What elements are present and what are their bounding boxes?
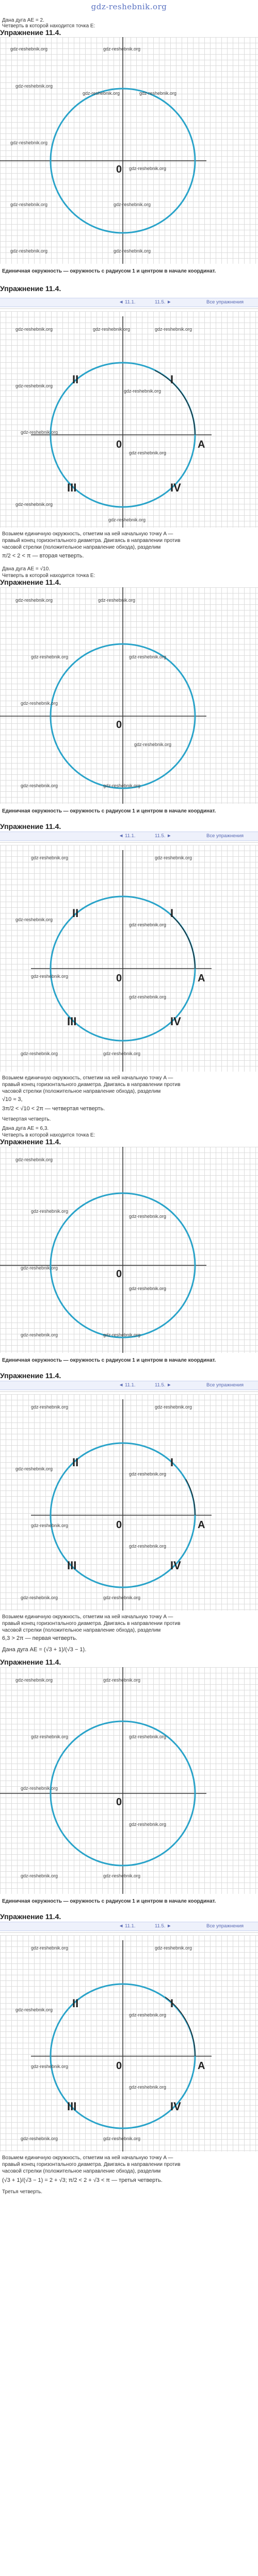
- origin-label: 0: [116, 1519, 122, 1531]
- watermark: gdz-reshebnik.org: [31, 1404, 69, 1410]
- origin-label: 0: [116, 2060, 122, 2072]
- exercise-title: Упражнение 11.4.: [0, 28, 61, 37]
- watermark: gdz-reshebnik.org: [129, 450, 167, 455]
- watermark: gdz-reshebnik.org: [15, 83, 53, 89]
- answer-line: 3π/2 < √10 < 2π — четвертая четверть.: [2, 1106, 105, 1112]
- point-a-label: A: [198, 439, 205, 450]
- origin-label: 0: [116, 1268, 122, 1280]
- watermark: gdz-reshebnik.org: [129, 166, 167, 171]
- exercise-title: Упражнение 11.4.: [0, 1658, 61, 1666]
- watermark: gdz-reshebnik.org: [10, 202, 48, 207]
- origin-label: 0: [116, 164, 122, 175]
- quadrant-label-iv: IV: [170, 2100, 181, 2113]
- watermark: gdz-reshebnik.org: [129, 1286, 167, 1291]
- problem-text: Дана дуга AE = 2.: [2, 18, 44, 23]
- quadrant-label-iii: III: [67, 481, 77, 494]
- quadrant-label-i: I: [170, 1456, 174, 1469]
- separator: [0, 308, 258, 309]
- watermark: gdz-reshebnik.org: [31, 974, 69, 979]
- unit-circle-figure: [0, 1394, 258, 1611]
- watermark: gdz-reshebnik.org: [21, 1595, 58, 1600]
- watermark: gdz-reshebnik.org: [129, 1471, 167, 1477]
- watermark: gdz-reshebnik.org: [108, 517, 146, 522]
- prev-link[interactable]: ◄ 11.1.: [119, 833, 136, 839]
- unit-circle-figure: [0, 1147, 258, 1353]
- answer-text: Третья четверть.: [2, 2189, 43, 2195]
- solution-text: правый конец горизонтального диаметра. Двигаясь в направлении против: [2, 538, 181, 544]
- separator: [0, 1932, 258, 1933]
- origin-label: 0: [116, 973, 122, 984]
- watermark: gdz-reshebnik.org: [21, 1265, 58, 1270]
- watermark: gdz-reshebnik.org: [15, 1157, 53, 1162]
- solution-text: часовой стрелки (положительное направление обхода), разделим: [2, 1089, 161, 1094]
- watermark: gdz-reshebnik.org: [31, 654, 69, 659]
- definition-text: [2, 808, 216, 815]
- quadrant-label-iii: III: [67, 2100, 77, 2113]
- unit-circle-svg: [0, 1667, 258, 1894]
- watermark: gdz-reshebnik.org: [103, 1595, 141, 1600]
- watermark: gdz-reshebnik.org: [15, 383, 53, 388]
- quadrant-label-i: I: [170, 373, 174, 386]
- watermark: gdz-reshebnik.org: [10, 140, 48, 145]
- watermark: gdz-reshebnik.org: [15, 327, 53, 332]
- watermark: gdz-reshebnik.org: [21, 1051, 58, 1056]
- solution-text: Возьмем единичную окружность, отметим на ней начальную точку A —: [2, 531, 173, 537]
- exercise-title: Упражнение 11.4.: [0, 1371, 61, 1380]
- exercise-nav: [0, 832, 258, 841]
- quadrant-label-ii: II: [72, 373, 79, 386]
- problem-text: Четверть в которой находится точка E:: [2, 1132, 95, 1138]
- unit-circle-svg: [0, 37, 258, 264]
- unit-circle-svg: [0, 311, 258, 528]
- unit-circle-svg: [0, 1147, 258, 1353]
- watermark: gdz-reshebnik.org: [21, 1786, 58, 1791]
- all-exercises-link[interactable]: Все упражнения: [206, 299, 244, 305]
- problem-text: Четверть в которой находится точка E:: [2, 23, 95, 29]
- exercise-nav: [0, 298, 258, 307]
- watermark: gdz-reshebnik.org: [15, 1677, 53, 1683]
- quadrant-label-iii: III: [67, 1015, 77, 1028]
- origin-label: 0: [116, 719, 122, 731]
- solution-text: Возьмем единичную окружность, отметим на ней начальную точку A —: [2, 2155, 173, 2161]
- watermark: gdz-reshebnik.org: [114, 202, 151, 207]
- watermark: gdz-reshebnik.org: [21, 701, 58, 706]
- unit-circle-svg: [0, 587, 258, 804]
- quadrant-label-iv: IV: [170, 1015, 181, 1028]
- separator: [0, 1391, 258, 1392]
- watermark: gdz-reshebnik.org: [15, 1466, 53, 1471]
- watermark: gdz-reshebnik.org: [139, 91, 177, 96]
- definition-text: [2, 1357, 216, 1364]
- solution-text: часовой стрелки (положительное направление обхода), разделим: [2, 545, 161, 550]
- definition-text: [2, 1898, 216, 1905]
- quadrant-label-iv: IV: [170, 1559, 181, 1572]
- definition-text: [2, 268, 216, 275]
- watermark: gdz-reshebnik.org: [15, 917, 53, 922]
- definition-line: Единичная окружность — окружность с радиусом 1 и центром в начале координат.: [2, 1899, 216, 1904]
- watermark: gdz-reshebnik.org: [134, 742, 172, 747]
- watermark: gdz-reshebnik.org: [15, 2007, 53, 2012]
- watermark: gdz-reshebnik.org: [155, 327, 192, 332]
- watermark: gdz-reshebnik.org: [103, 1051, 141, 1056]
- unit-circle-svg: [0, 1935, 258, 2151]
- watermark: gdz-reshebnik.org: [31, 1734, 69, 1739]
- definition-line: Единичная окружность — окружность с радиусом 1 и центром в начале координат.: [2, 268, 216, 274]
- quadrant-label-iii: III: [67, 1559, 77, 1572]
- next-link[interactable]: 11.5. ►: [155, 1382, 172, 1388]
- origin-label: 0: [116, 1797, 122, 1808]
- watermark: gdz-reshebnik.org: [155, 1404, 192, 1410]
- answer-line: 6,3 > 2π — первая четверть.: [2, 1635, 77, 1641]
- watermark: gdz-reshebnik.org: [21, 1332, 58, 1337]
- solution-text: часовой стрелки (положительное направление обхода), разделим: [2, 2168, 161, 2174]
- exercise-nav: [0, 1381, 258, 1390]
- watermark: gdz-reshebnik.org: [31, 1523, 69, 1528]
- point-a-label: A: [198, 1519, 205, 1531]
- answer-text: Четвертая четверть.: [2, 1116, 51, 1122]
- exercise-title: Упражнение 11.4.: [0, 578, 61, 586]
- point-a-label: A: [198, 2060, 205, 2072]
- unit-circle-figure: [0, 587, 258, 804]
- all-exercises-link[interactable]: Все упражнения: [206, 1923, 244, 1929]
- problem-text: Дана дуга AE = (√3 + 1)/(√3 − 1).: [2, 1647, 87, 1653]
- problem-text: Дана дуга AE = 6,3.: [2, 1126, 49, 1131]
- prev-link[interactable]: ◄ 11.1.: [119, 1382, 136, 1388]
- problem-text: Дана дуга AE = √10.: [2, 566, 50, 572]
- answer-line: √10 ≈ 3,: [2, 1096, 23, 1103]
- unit-circle-svg: [0, 1394, 258, 1611]
- watermark: gdz-reshebnik.org: [129, 1544, 167, 1549]
- watermark: gdz-reshebnik.org: [21, 1873, 58, 1878]
- all-exercises-link[interactable]: Все упражнения: [206, 1382, 244, 1388]
- watermark: gdz-reshebnik.org: [21, 783, 58, 788]
- origin-label: 0: [116, 439, 122, 450]
- unit-circle-figure: [0, 311, 258, 528]
- watermark: gdz-reshebnik.org: [31, 2064, 69, 2069]
- watermark: gdz-reshebnik.org: [31, 855, 69, 860]
- watermark: gdz-reshebnik.org: [129, 1734, 167, 1739]
- next-link[interactable]: 11.5. ►: [155, 1923, 172, 1929]
- solution-text: часовой стрелки (положительное направление обхода), разделим: [2, 1628, 161, 1633]
- prev-link[interactable]: ◄ 11.1.: [119, 1923, 136, 1929]
- quadrant-label-iv: IV: [170, 481, 181, 494]
- watermark: gdz-reshebnik.org: [129, 2084, 167, 2090]
- watermark: gdz-reshebnik.org: [129, 922, 167, 927]
- answer-line: (√3 + 1)/(√3 − 1) = 2 + √3; π/2 < 2 + √3 < π — третья четверть.: [2, 2177, 163, 2183]
- watermark: gdz-reshebnik.org: [155, 855, 192, 860]
- next-link[interactable]: 11.5. ►: [155, 299, 172, 305]
- watermark: gdz-reshebnik.org: [129, 1214, 167, 1219]
- watermark: gdz-reshebnik.org: [129, 1822, 167, 1827]
- unit-circle-figure: [0, 1935, 258, 2151]
- unit-circle-figure: [0, 37, 258, 264]
- watermark: gdz-reshebnik.org: [31, 1945, 69, 1951]
- watermark: gdz-reshebnik.org: [10, 46, 48, 52]
- watermark: gdz-reshebnik.org: [103, 783, 141, 788]
- answer-line: π/2 < 2 < π — вторая четверть.: [2, 553, 84, 559]
- watermark: gdz-reshebnik.org: [129, 654, 167, 659]
- watermark: gdz-reshebnik.org: [103, 46, 141, 52]
- watermark: gdz-reshebnik.org: [103, 1873, 141, 1878]
- watermark: gdz-reshebnik.org: [31, 1209, 69, 1214]
- quadrant-label-ii: II: [72, 907, 79, 920]
- watermark: gdz-reshebnik.org: [129, 994, 167, 999]
- watermark: gdz-reshebnik.org: [103, 1332, 141, 1337]
- watermark: gdz-reshebnik.org: [98, 598, 136, 603]
- exercise-title: Упражнение 11.4.: [0, 284, 61, 293]
- exercise-nav: [0, 1922, 258, 1931]
- watermark: gdz-reshebnik.org: [21, 2136, 58, 2141]
- quadrant-label-ii: II: [72, 1456, 79, 1469]
- all-exercises-link[interactable]: Все упражнения: [206, 833, 244, 839]
- quadrant-label-i: I: [170, 907, 174, 920]
- solution-text: Возьмем единичную окружность, отметим на ней начальную точку A —: [2, 1614, 173, 1620]
- quadrant-label-i: I: [170, 1997, 174, 2010]
- watermark: gdz-reshebnik.org: [21, 430, 58, 435]
- next-link[interactable]: 11.5. ►: [155, 833, 172, 839]
- watermark: gdz-reshebnik.org: [15, 502, 53, 507]
- watermark: gdz-reshebnik.org: [124, 388, 162, 394]
- unit-circle-figure: [0, 1667, 258, 1894]
- watermark: gdz-reshebnik.org: [103, 1677, 141, 1683]
- exercise-title: Упражнение 11.4.: [0, 822, 61, 831]
- watermark: gdz-reshebnik.org: [93, 327, 131, 332]
- definition-line: Единичная окружность — окружность с радиусом 1 и центром в начале координат.: [2, 1358, 216, 1363]
- unit-circle-figure: [0, 845, 258, 1072]
- solution-text: правый конец горизонтального диаметра. Двигаясь в направлении против: [2, 1082, 181, 1088]
- watermark: gdz-reshebnik.org: [10, 248, 48, 253]
- watermark: gdz-reshebnik.org: [15, 598, 53, 603]
- watermark: gdz-reshebnik.org: [103, 2136, 141, 2141]
- quadrant-label-ii: II: [72, 1997, 79, 2010]
- exercise-title: Упражнение 11.4.: [0, 1138, 61, 1146]
- solution-text: правый конец горизонтального диаметра. Двигаясь в направлении против: [2, 2162, 181, 2167]
- watermark: gdz-reshebnik.org: [155, 1945, 192, 1951]
- site-logo[interactable]: gdz-reshebnik.org: [91, 2, 167, 11]
- definition-line: Единичная окружность — окружность с радиусом 1 и центром в начале координат.: [2, 808, 216, 814]
- prev-link[interactable]: ◄ 11.1.: [119, 299, 136, 305]
- watermark: gdz-reshebnik.org: [83, 91, 120, 96]
- solution-text: Возьмем единичную окружность, отметим на ней начальную точку A —: [2, 1075, 173, 1081]
- watermark: gdz-reshebnik.org: [114, 248, 151, 253]
- unit-circle-svg: [0, 845, 258, 1072]
- exercise-title: Упражнение 11.4.: [0, 1912, 61, 1921]
- solution-text: правый конец горизонтального диаметра. Двигаясь в направлении против: [2, 1621, 181, 1626]
- problem-text: Четверть в которой находится точка E:: [2, 573, 95, 579]
- watermark: gdz-reshebnik.org: [129, 2012, 167, 2018]
- separator: [0, 842, 258, 843]
- point-a-label: A: [198, 973, 205, 984]
